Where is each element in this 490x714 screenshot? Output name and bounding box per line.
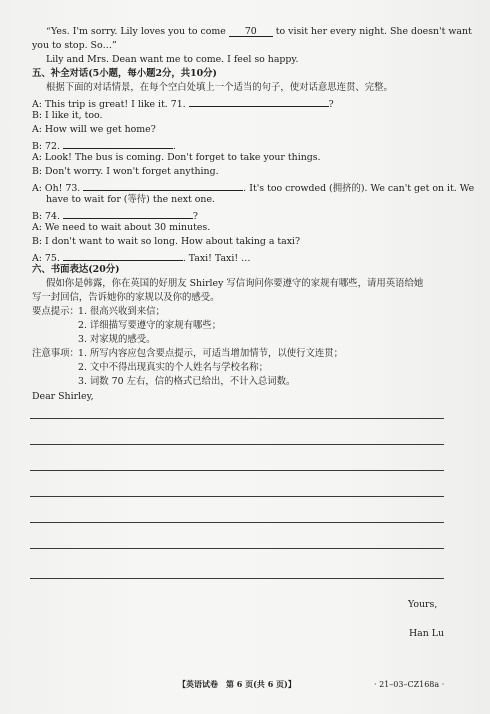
dialog-line: A: Look! The bus is coming. Don't forget to take your things. (32, 152, 321, 163)
writing-line[interactable] (30, 418, 444, 419)
dialog-line: A: How will we get home? (32, 124, 156, 135)
letter-signature: Han Lu (409, 628, 445, 639)
section-5-instruction: 根据下面的对话情景，在每个空白处填上一个适当的句子，使对话意思连贯、完整。 (46, 82, 393, 93)
writing-prompt-line-2: 写一封回信，告诉她你的家规以及你的感受。 (32, 292, 220, 303)
writing-line[interactable] (30, 578, 444, 579)
writing-prompt-line-1: 假如你是韩露，你在英国的好朋友 Shirley 写信询问你要遵守的家规有哪些，请用英语给她 (46, 278, 424, 289)
dialog-text: ? (192, 211, 198, 222)
dialog-text: . It's too crowded (拥挤的). We can't get on it. We (243, 183, 475, 194)
answer-blank-71[interactable] (189, 96, 329, 107)
dialog-line-72 (32, 138, 176, 153)
answer-blank-73[interactable] (83, 180, 243, 191)
page-footer-code: · 21–03–CZ168a · (374, 680, 445, 689)
writing-line[interactable] (30, 522, 444, 523)
dialog-text: B: 72. (32, 141, 60, 152)
point-1: 1. 很高兴收到来信； (78, 306, 165, 317)
story-line-1 (46, 26, 472, 38)
dialog-text: A: This trip is great! I like it. 71. (32, 99, 186, 110)
story-text: to visit her every night. She doesn't want (275, 26, 472, 37)
dialog-text: . Taxi! Taxi! … (182, 253, 251, 264)
note-3: 3. 词数 70 左右，信的格式已给出，不计入总词数。 (78, 376, 296, 387)
dialog-text: A: Oh! 73. (32, 183, 81, 194)
dialog-text: B: 74. (32, 211, 60, 222)
dialog-line: B: I don't want to wait so long. How about taking a taxi? (32, 236, 301, 247)
story-text: “Yes. I'm sorry. Lily loves you to come (46, 26, 226, 37)
answer-blank-75[interactable] (63, 250, 183, 261)
dialog-line-71 (32, 96, 334, 111)
story-line-3: Lily and Mrs. Dean want me to come. I feel so happy. (46, 54, 299, 65)
point-3: 3. 对家规的感受。 (78, 334, 156, 345)
note-1: 1. 所写内容应包含要点提示，可适当增加情节，以使行文连贯； (78, 348, 344, 359)
dialog-line-74 (32, 208, 198, 223)
note-2: 2. 文中不得出现真实的个人姓名与学校名称； (78, 362, 269, 373)
dialog-line: A: We need to wait about 30 minutes. (32, 222, 211, 233)
dialog-text: A: 75. (32, 253, 60, 264)
dialog-line-73 (32, 180, 474, 195)
points-label: 要点提示： (32, 306, 79, 317)
notes-label: 注意事项： (32, 348, 79, 359)
answer-blank-70 (229, 26, 273, 37)
dialog-line: B: Don't worry. I won't forget anything. (32, 166, 219, 177)
letter-closing: Yours, (408, 599, 438, 610)
writing-line[interactable] (30, 444, 444, 445)
point-2: 2. 详细描写要遵守的家规有哪些； (78, 320, 222, 331)
dialog-line-75 (32, 250, 250, 265)
dialog-line: have to wait for (等待) the next one. (46, 194, 215, 205)
letter-salutation: Dear Shirley, (32, 391, 94, 402)
writing-line[interactable] (30, 548, 444, 549)
dialog-text: ? (328, 99, 334, 110)
page-footer-center: 【英语试卷 第 6 页(共 6 页)】 (178, 679, 296, 689)
dialog-line: B: I like it, too. (32, 110, 103, 121)
dialog-text: . (172, 141, 176, 152)
writing-line[interactable] (30, 470, 444, 471)
story-line-2: you to stop. So…” (32, 40, 117, 51)
writing-line[interactable] (30, 496, 444, 497)
section-6-heading: 六、书面表达(20分) (32, 264, 120, 275)
section-5-heading: 五、补全对话(5小题，每小题2分，共10分) (32, 68, 217, 79)
answer-blank-74[interactable] (63, 208, 193, 219)
answer-text: 70 (244, 26, 257, 37)
answer-blank-72[interactable] (63, 138, 173, 149)
